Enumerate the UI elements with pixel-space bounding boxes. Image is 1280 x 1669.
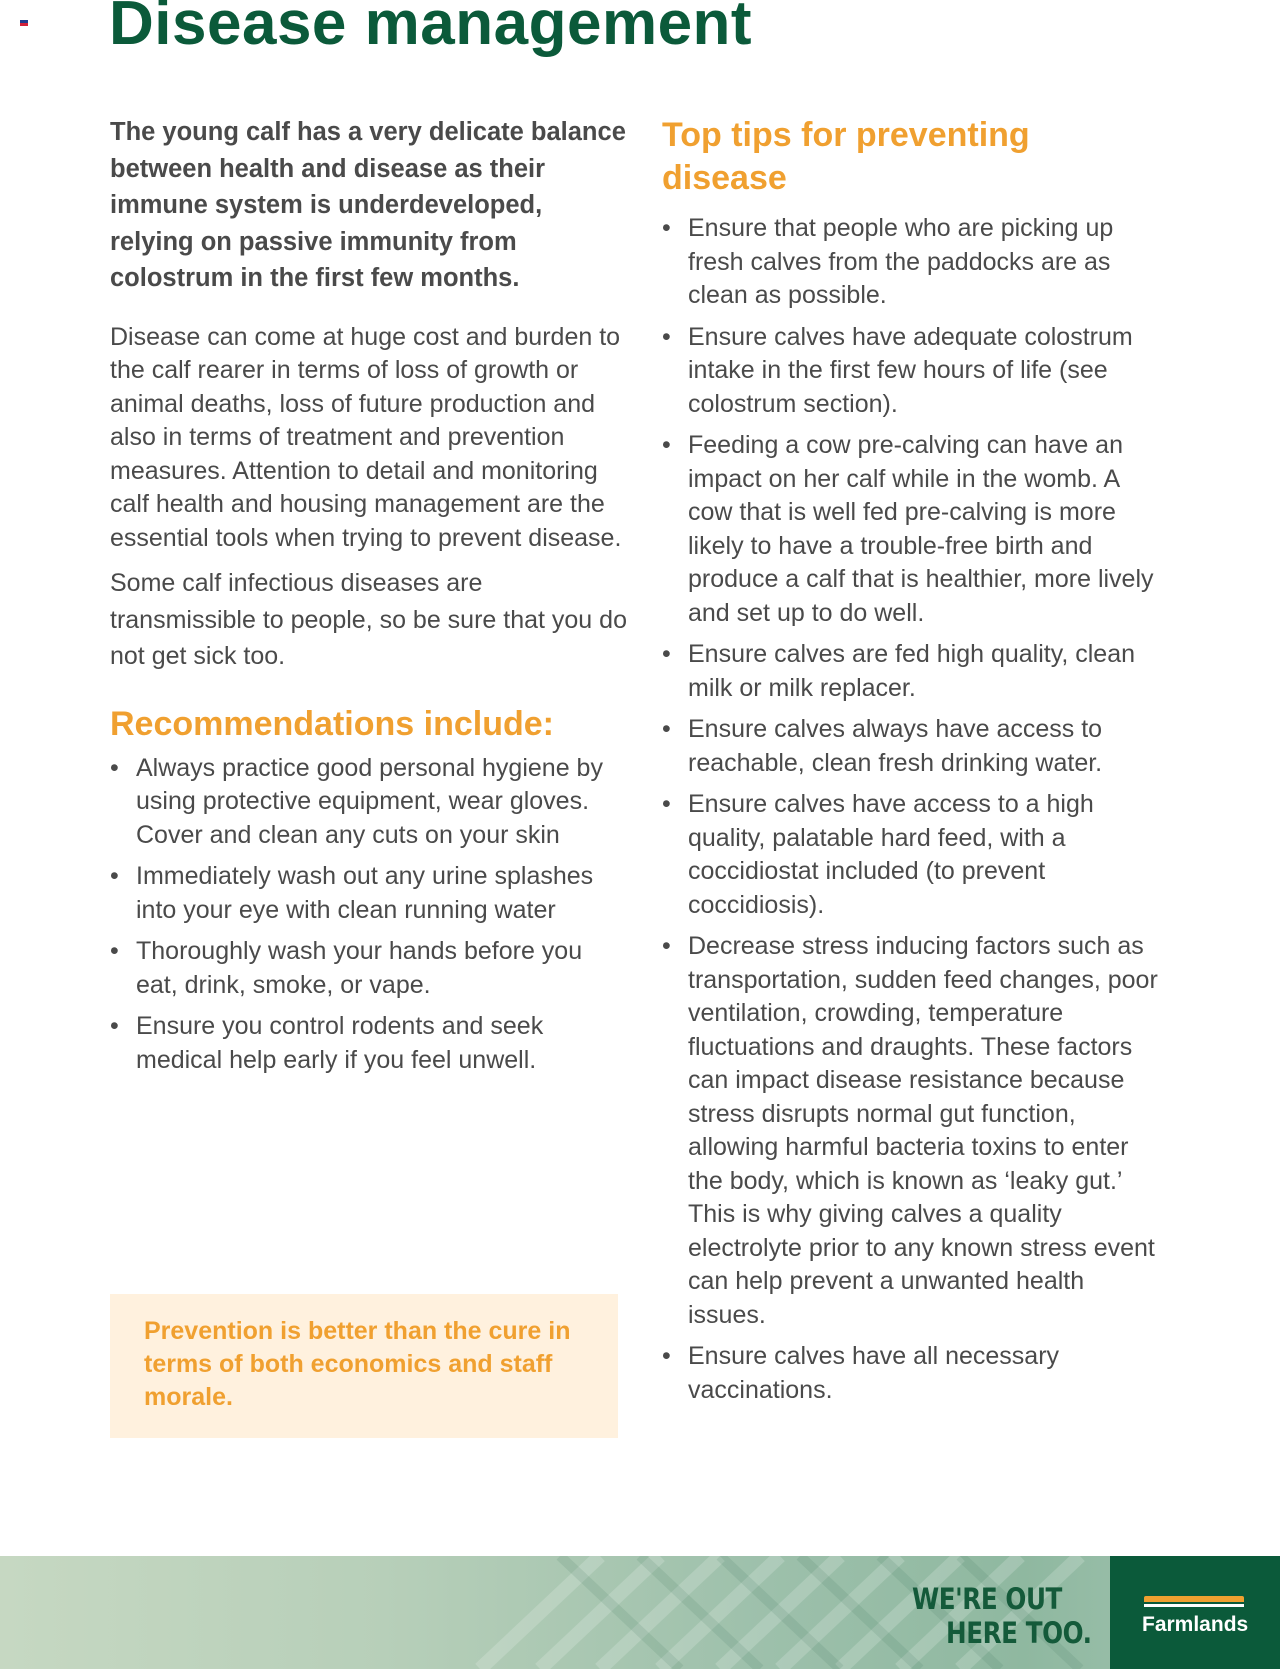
list-item: • Decrease stress inducing factors such as transportation, sudden feed changes, poor ventilation, crowding, temperature fluctuations and draughts. These factors can impact disease resistance because stress disrupts normal gut function, allowing harmful bacteria toxins to enter the body, which is known as ‘leaky gut.’ This is why giving calves a quality electrolyte prior to any known stress event can help prevent a unwanted health issues. — [662, 930, 1162, 1332]
list-item: • Ensure that people who are picking up fresh calves from the paddocks are as clean as possible. — [662, 212, 1162, 313]
slogan-line-2: HERE TOO. — [946, 1616, 1092, 1650]
list-item: • Feeding a cow pre-calving can have an impact on her calf while in the womb. A cow that is well fed pre-calving is more likely to have a trouble-free birth and produce a calf that is healthier, more lively and set up to do well. — [662, 429, 1162, 630]
top-tips-heading: Top tips for preventing disease — [662, 116, 1030, 197]
list-item: • Immediately wash out any urine splashes into your eye with clean running water — [110, 860, 630, 927]
recommendations-heading: Recommendations include: — [110, 704, 554, 743]
callout-text: Prevention is better than the cure in terms of both economics and staff morale. — [144, 1317, 571, 1411]
right-column — [662, 114, 1162, 1415]
tips-list — [662, 212, 1162, 1407]
logo-mark-icon — [1144, 1596, 1244, 1608]
list-item: • Ensure calves have access to a high quality, palatable hard feed, with a coccidiostat included (to prevent coccidiosis). — [662, 788, 1162, 922]
list-item: • Ensure calves have all necessary vaccinations. — [662, 1340, 1162, 1407]
intro-paragraph: The young calf has a very delicate balance between health and disease as their immune system is underdeveloped, relying on passive immunity from colostrum in the first few months. — [110, 118, 626, 292]
footer-banner — [0, 1556, 1280, 1669]
list-item: • Ensure calves are fed high quality, clean milk or milk replacer. — [662, 638, 1162, 705]
brand-name: Farmlands — [1142, 1613, 1249, 1636]
page-title: Disease management — [109, 0, 753, 58]
list-item: • Ensure you control rodents and seek medical help early if you feel unwell. — [110, 1010, 630, 1077]
body-paragraph-cost: Disease can come at huge cost and burden to the calf rearer in terms of loss of growth or animal deaths, loss of future production and also in terms of treatment and prevention measures. Attention to detail and monitoring calf health and housing management are the essential tools when trying to prevent disease. — [110, 322, 622, 552]
list-item: • Always practice good personal hygiene by using protective equipment, wear gloves. Cover and clean any cuts on your skin — [110, 752, 630, 853]
left-column — [110, 114, 630, 1085]
slogan-line-1: WE'RE OUT — [912, 1582, 1062, 1616]
list-item: • Ensure calves always have access to reachable, clean fresh drinking water. — [662, 713, 1162, 780]
footer-slogan — [912, 1582, 1092, 1650]
list-item: • Ensure calves have adequate colostrum intake in the first few hours of life (see colostrum section). — [662, 321, 1162, 422]
body-paragraph-transmissible: Some calf infectious diseases are transmissible to people, so be sure that you do not get sick too. — [110, 569, 627, 670]
callout-box — [110, 1294, 618, 1438]
list-item: • Thoroughly wash your hands before you eat, drink, smoke, or vape. — [110, 935, 630, 1002]
flag-icon — [20, 20, 28, 26]
recommendations-list — [110, 752, 630, 1078]
brand-logo — [1110, 1556, 1280, 1669]
